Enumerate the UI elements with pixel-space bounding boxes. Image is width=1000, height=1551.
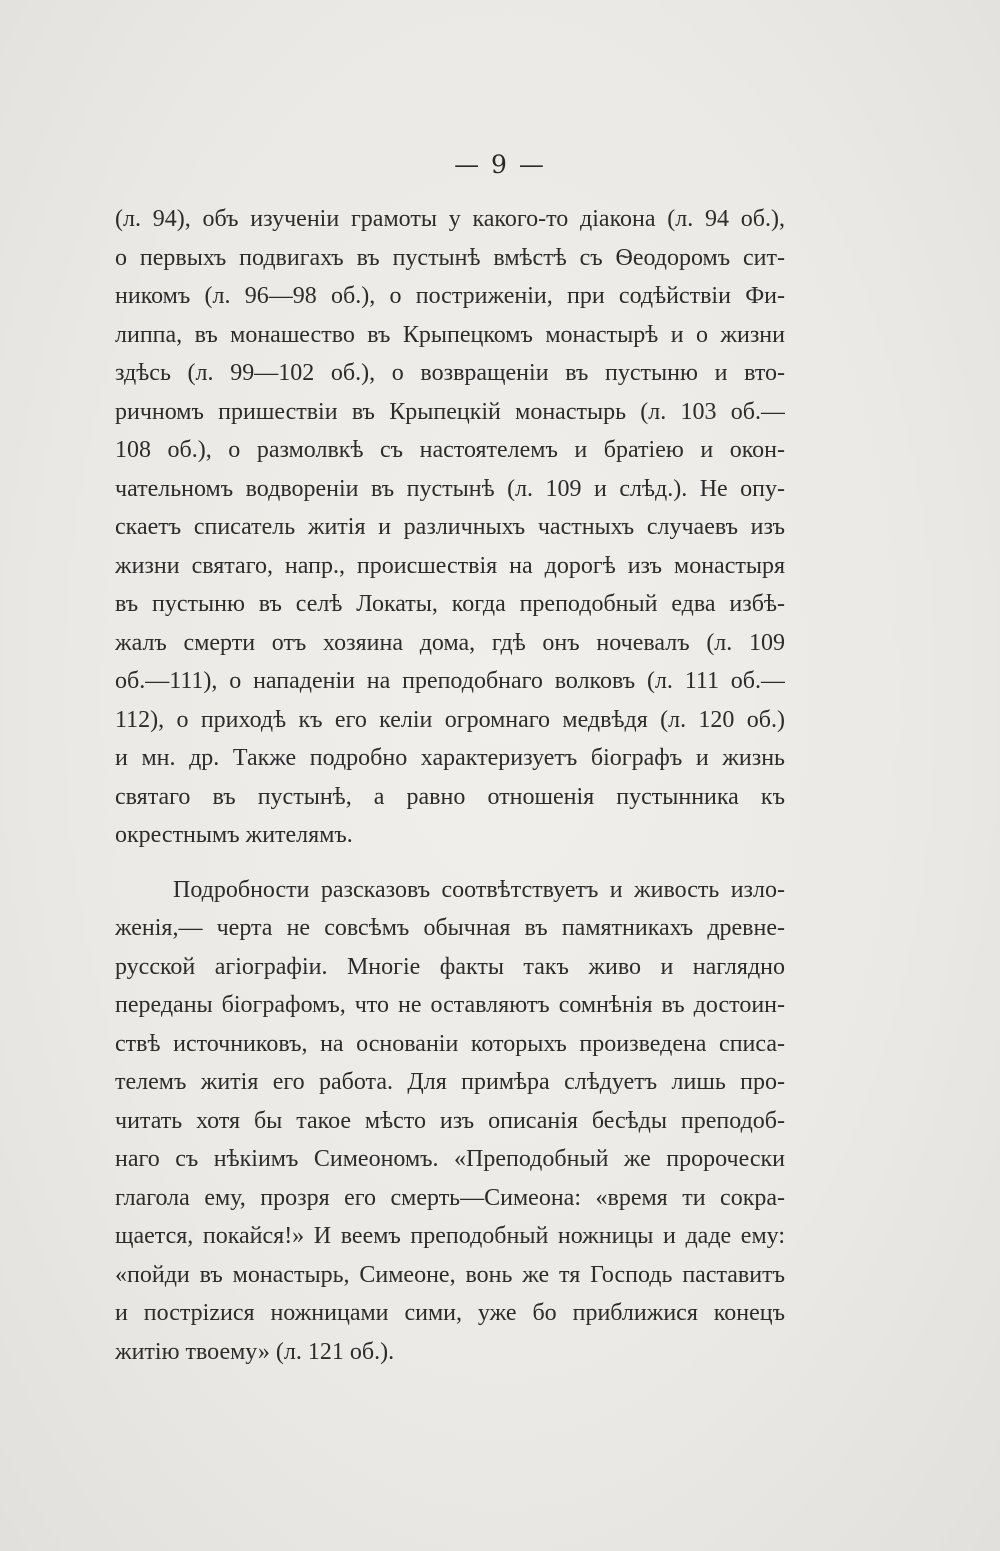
- text-line: жизни святаго, напр., происшествія на дорогѣ изъ монастыря: [115, 552, 785, 579]
- text-line: (л. 94), объ изученіи грамоты у какого-то діакона (л. 94 об.),: [115, 206, 785, 232]
- page-number: — 9 —: [454, 150, 546, 179]
- body-text: [115, 200, 785, 1371]
- text-line: святаго въ пустынѣ, а равно отношенія пустынника къ: [115, 783, 785, 810]
- text-line: о первыхъ подвигахъ въ пустынѣ вмѣстѣ съ Ѳеодоромъ сит-: [115, 244, 785, 271]
- text-line: ричномъ пришествіи въ Крыпецкій монастырь (л. 103 об.—: [115, 398, 785, 425]
- text-line: скаетъ списатель житія и различныхъ частныхъ случаевъ изъ: [115, 514, 785, 540]
- text-line: «пойди въ монастырь, Симеоне, вонь же тя Господь паставитъ: [115, 1261, 785, 1288]
- text-line: читать хотя бы такое мѣсто изъ описанія бесѣды преподоб-: [115, 1107, 785, 1134]
- text-line: глагола ему, прозря его смерть—Симеона: «время ти сокра-: [115, 1184, 785, 1211]
- text-line: щается, покайся!» И веемъ преподобный ножницы и даде ему:: [115, 1223, 785, 1249]
- text-line: окрестнымъ жителямъ.: [115, 822, 353, 848]
- text-line: никомъ (л. 96—98 об.), о постриженіи, при содѣйствіи Фи-: [115, 283, 785, 309]
- text-line: 112), о приходѣ къ его келіи огромнаго медвѣдя (л. 120 об.): [115, 706, 785, 733]
- text-line: и пострizися ножницами сими, уже бо приближися конецъ: [115, 1300, 785, 1326]
- text-line: переданы біографомъ, что не оставляютъ сомнѣнія въ достоин-: [115, 992, 785, 1018]
- text-line: и мн. др. Также подробно характеризуетъ біографъ и жизнь: [115, 745, 785, 771]
- text-line: жалъ смерти отъ хозяина дома, гдѣ онъ ночевалъ (л. 109: [115, 629, 785, 656]
- text-line: житію твоему» (л. 121 об.).: [115, 1338, 395, 1365]
- paragraph-gap: [115, 855, 785, 871]
- paragraph-1: [115, 200, 785, 855]
- text-line: женія,— черта не совсѣмъ обычная въ памятникахъ древне-: [115, 915, 785, 941]
- text-line: чательномъ водвореніи въ пустынѣ (л. 109 и слѣд.). Не опу-: [115, 475, 785, 502]
- text-line: липпа, въ монашество въ Крыпецкомъ монастырѣ и о жизни: [115, 321, 785, 348]
- text-line: наго съ нѣкіимъ Симеономъ. «Преподобный же пророчески: [115, 1146, 785, 1172]
- text-line: Подробности разсказовъ соотвѣтствуетъ и живость изло-: [173, 876, 785, 903]
- text-line: русской агіографіи. Многіе факты такъ живо и наглядно: [115, 953, 785, 980]
- text-line: ствѣ источниковъ, на основаніи которыхъ произведена списа-: [115, 1030, 785, 1057]
- text-line: въ пустыню въ селѣ Локаты, когда преподобный едва избѣ-: [115, 591, 785, 617]
- paragraph-2: [115, 871, 785, 1372]
- text-line: об.—111), о нападеніи на преподобнаго волковъ (л. 111 об.—: [115, 668, 785, 694]
- text-line: здѣсь (л. 99—102 об.), о возвращеніи въ пустыню и вто-: [115, 360, 785, 386]
- text-line: 108 об.), о размолвкѣ съ настоятелемъ и братіею и окон-: [115, 437, 785, 463]
- text-line: телемъ житія его работа. Для примѣра слѣдуетъ лишь про-: [115, 1069, 785, 1095]
